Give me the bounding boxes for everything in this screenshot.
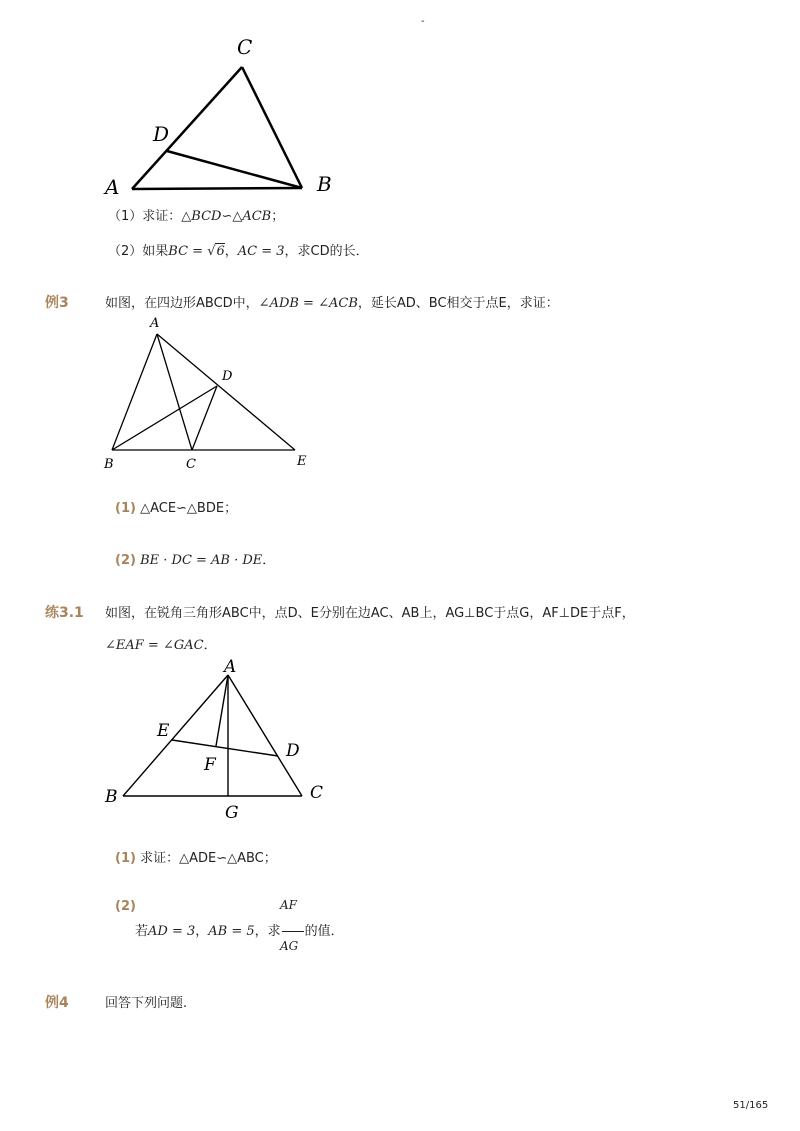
fraction-numerator: AF bbox=[280, 898, 297, 912]
page-number: 51/165 bbox=[733, 1100, 769, 1111]
exercise-3-1-question-2 bbox=[135, 920, 344, 939]
ex31-stem2-math: ∠EAF = ∠GAC bbox=[105, 638, 204, 653]
ex3-q2-label: (2) bbox=[115, 553, 136, 568]
sqrt-sign: √ bbox=[207, 244, 216, 259]
ex31-q2-mid: ， bbox=[195, 924, 209, 939]
segment-ac bbox=[132, 67, 242, 189]
q2-math-bc: BC = bbox=[168, 244, 208, 259]
page-top-mark: - bbox=[421, 16, 425, 27]
ex3-stem-math: ∠ADB = ∠ACB bbox=[258, 296, 358, 311]
point-label-c: C bbox=[186, 457, 196, 472]
point-label-e: E bbox=[297, 454, 307, 469]
segment-ab bbox=[123, 675, 228, 796]
prev-question-1 bbox=[108, 205, 284, 224]
ex31-q2-math-ab: AB = 5 bbox=[208, 924, 255, 939]
segment-bd bbox=[112, 386, 217, 450]
ex31-q2-label: (2) bbox=[115, 899, 136, 914]
segment-ed bbox=[172, 740, 278, 756]
exercise-3-1-stem: 如图，在锐角三角形ABC中，点D、E分别在边AC、AB上，AG⊥BC于点G，AF⊥DE于点F， bbox=[105, 606, 635, 621]
segment-ab bbox=[112, 334, 157, 450]
example-3-question-1 bbox=[115, 497, 237, 516]
q1-prefix: （1）求证： bbox=[108, 209, 182, 224]
q1-suffix: ； bbox=[271, 209, 285, 224]
q2-suffix: ，求CD的长． bbox=[284, 244, 369, 259]
ex3-q1-label: (1) bbox=[115, 501, 136, 516]
segment-ac bbox=[157, 334, 192, 450]
q1-math: △BCD∽△ACB bbox=[181, 209, 272, 224]
ex3-q2-suffix: ． bbox=[262, 553, 276, 568]
point-label-a: A bbox=[150, 316, 160, 331]
quadrilateral-figure-abcde bbox=[100, 312, 325, 477]
ex3-q1-text: △ACE∽△BDE； bbox=[140, 501, 238, 516]
example-3-tag: 例3 bbox=[45, 295, 69, 311]
sqrt-radicand: 6 bbox=[216, 244, 225, 259]
example-4-stem: 回答下列问题. bbox=[105, 996, 188, 1011]
point-label-b: B bbox=[105, 787, 118, 807]
point-label-b: B bbox=[104, 457, 114, 472]
segment-ae bbox=[157, 334, 295, 450]
q2-prefix: （2）如果 bbox=[108, 244, 169, 259]
segment-bc bbox=[242, 67, 302, 188]
point-label-d: D bbox=[222, 369, 233, 384]
point-label-b: B bbox=[317, 172, 332, 196]
exercise-3-1-question-1 bbox=[115, 847, 277, 866]
q2-math-ac: AC = 3 bbox=[237, 244, 285, 259]
point-label-d: D bbox=[153, 122, 170, 146]
ex31-q2-prefix: 若 bbox=[135, 924, 149, 939]
exercise-3-1-tag: 练3.1 bbox=[45, 605, 84, 621]
example-3-stem bbox=[105, 292, 559, 311]
point-label-c: C bbox=[310, 783, 324, 803]
point-label-a: A bbox=[224, 657, 237, 677]
point-label-c: C bbox=[237, 35, 253, 59]
ex31-q2-math-ad: AD = 3 bbox=[148, 924, 196, 939]
point-label-a: A bbox=[105, 175, 120, 199]
ex31-q1-text: 求证：△ADE∽△ABC； bbox=[140, 851, 277, 866]
segment-ac bbox=[228, 675, 302, 796]
prev-question-2 bbox=[108, 240, 369, 259]
ex31-q2-ask: ，求 bbox=[254, 924, 281, 939]
ex3-q2-math: BE · DC = AB · DE bbox=[140, 553, 263, 568]
point-label-g: G bbox=[225, 803, 239, 823]
triangle-figure-abc-d bbox=[95, 30, 355, 210]
segment-af bbox=[216, 675, 228, 746]
point-label-d: D bbox=[286, 741, 300, 761]
ex3-stem-suffix: ，延长AD、BC相交于点E，求证： bbox=[357, 296, 559, 311]
point-label-e: E bbox=[157, 721, 170, 741]
ex31-q1-label: (1) bbox=[115, 851, 136, 866]
acute-triangle-figure bbox=[95, 650, 345, 825]
example-4-tag: 例4 bbox=[45, 995, 69, 1011]
ex31-stem2-suffix: ． bbox=[203, 638, 217, 653]
point-label-f: F bbox=[204, 755, 216, 775]
fraction-denominator: AG bbox=[280, 939, 299, 953]
example-3-question-2 bbox=[115, 549, 275, 568]
fraction-bar bbox=[282, 931, 304, 932]
segment-bd bbox=[167, 151, 302, 188]
segment-ab bbox=[132, 188, 302, 189]
ex3-stem-prefix: 如图，在四边形ABCD中， bbox=[105, 296, 259, 311]
q2-mid: ， bbox=[224, 244, 238, 259]
ex31-q2-suffix: 的值． bbox=[304, 924, 344, 939]
segment-cd bbox=[192, 386, 217, 450]
